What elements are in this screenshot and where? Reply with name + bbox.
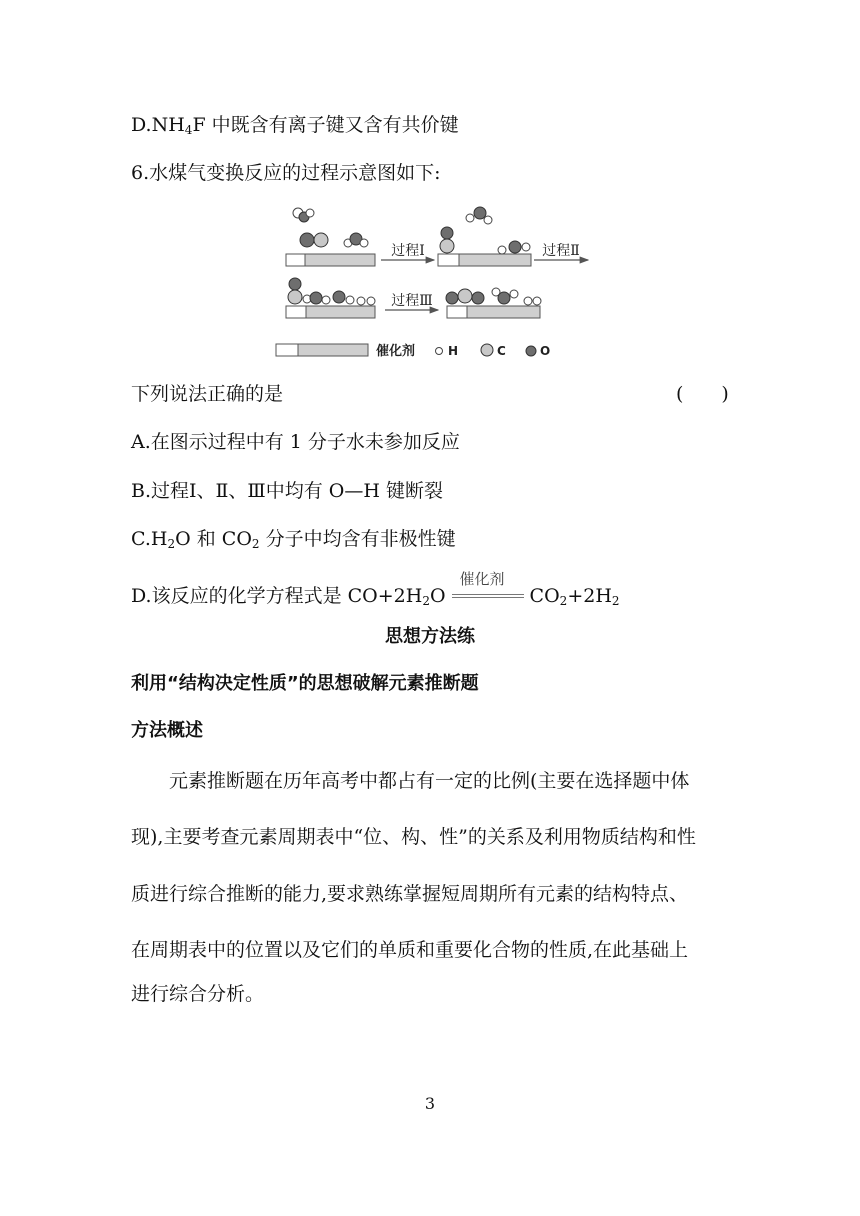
option-c	[131, 527, 456, 551]
page-number: 3	[424, 1094, 436, 1113]
catalyst-stage-4	[447, 306, 540, 318]
legend-catalyst-label: 催化剂	[376, 344, 416, 359]
subscript: 2	[611, 594, 620, 608]
process-3-label: 过程Ⅲ	[391, 293, 433, 309]
option-a: A.在图示过程中有 1 分子水未参加反应	[131, 431, 460, 453]
text-part: D.NH	[131, 114, 185, 136]
legend-c-label: C	[497, 344, 506, 358]
paragraph-line: 现),主要考查元素周期表中“位、构、性”的关系及利用物质结构和性	[131, 826, 696, 848]
water-molecule-floating	[293, 208, 314, 222]
legend-o-swatch	[526, 346, 536, 356]
catalyst-condition-label: 催化剂	[459, 570, 505, 588]
stage-3-molecules	[288, 278, 375, 305]
subscript: 4	[184, 123, 193, 137]
subscript: 2	[422, 594, 430, 608]
answer-bracket: ( )	[676, 383, 729, 405]
text-part: O	[429, 585, 446, 607]
catalyst-stage-3	[286, 306, 375, 318]
text-part: CO	[529, 585, 560, 607]
option-b: B.过程Ⅰ、Ⅱ、Ⅲ中均有 O—H 键断裂	[131, 480, 443, 502]
catalyst-stage-1	[286, 254, 375, 266]
text-part: D.该反应的化学方程式是 CO+2H	[131, 585, 423, 607]
legend-h-label: H	[448, 344, 459, 358]
paragraph-line: 元素推断题在历年高考中都占有一定的比例(主要在选择题中体	[169, 770, 690, 792]
water-molecule-1	[344, 233, 368, 247]
question-6-prompt: 下列说法正确的是	[131, 383, 284, 405]
text-part: 分子中均含有非极性键	[259, 528, 456, 550]
subscript: 2	[251, 537, 260, 551]
catalyst-stage-2	[438, 254, 531, 266]
legend-o-label: O	[540, 344, 551, 358]
stage-4-molecules	[446, 288, 541, 305]
text-part: C.H	[131, 528, 168, 550]
paragraph-line: 进行综合分析。	[131, 983, 265, 1005]
arrow-process-3	[385, 293, 438, 310]
arrow-process-1	[381, 243, 434, 260]
process-1-label: 过程Ⅰ	[391, 243, 425, 259]
text-part: O 和 CO	[175, 528, 252, 550]
legend-h-swatch	[436, 348, 443, 355]
text-part: +2H	[567, 585, 612, 607]
paragraph-line: 在周期表中的位置以及它们的单质和重要化合物的性质,在此基础上	[131, 939, 689, 961]
process-2-label: 过程Ⅱ	[542, 243, 580, 259]
reaction-condition-arrow	[452, 570, 524, 607]
water-gas-shift-diagram	[270, 200, 600, 365]
section-subtitle: 利用“结构决定性质”的思想破解元素推断题	[131, 673, 479, 694]
arrow-process-2	[534, 243, 588, 260]
subscript: 2	[559, 594, 568, 608]
paragraph-line: 质进行综合推断的能力,要求熟练掌握短周期所有元素的结构特点、	[131, 883, 689, 905]
method-heading: 方法概述	[131, 720, 203, 741]
stage-2-molecules	[440, 207, 530, 254]
legend	[276, 343, 550, 359]
question-6-stem: 6.水煤气变换反应的过程示意图如下:	[131, 162, 441, 184]
section-title: 思想方法练	[385, 626, 475, 647]
option-d	[131, 570, 620, 608]
text-part: F 中既含有离子键又含有共价键	[192, 114, 459, 136]
co-adsorbed	[300, 233, 328, 247]
legend-c-swatch	[481, 344, 493, 356]
subscript: 2	[167, 537, 176, 551]
option-d-previous	[131, 113, 459, 137]
